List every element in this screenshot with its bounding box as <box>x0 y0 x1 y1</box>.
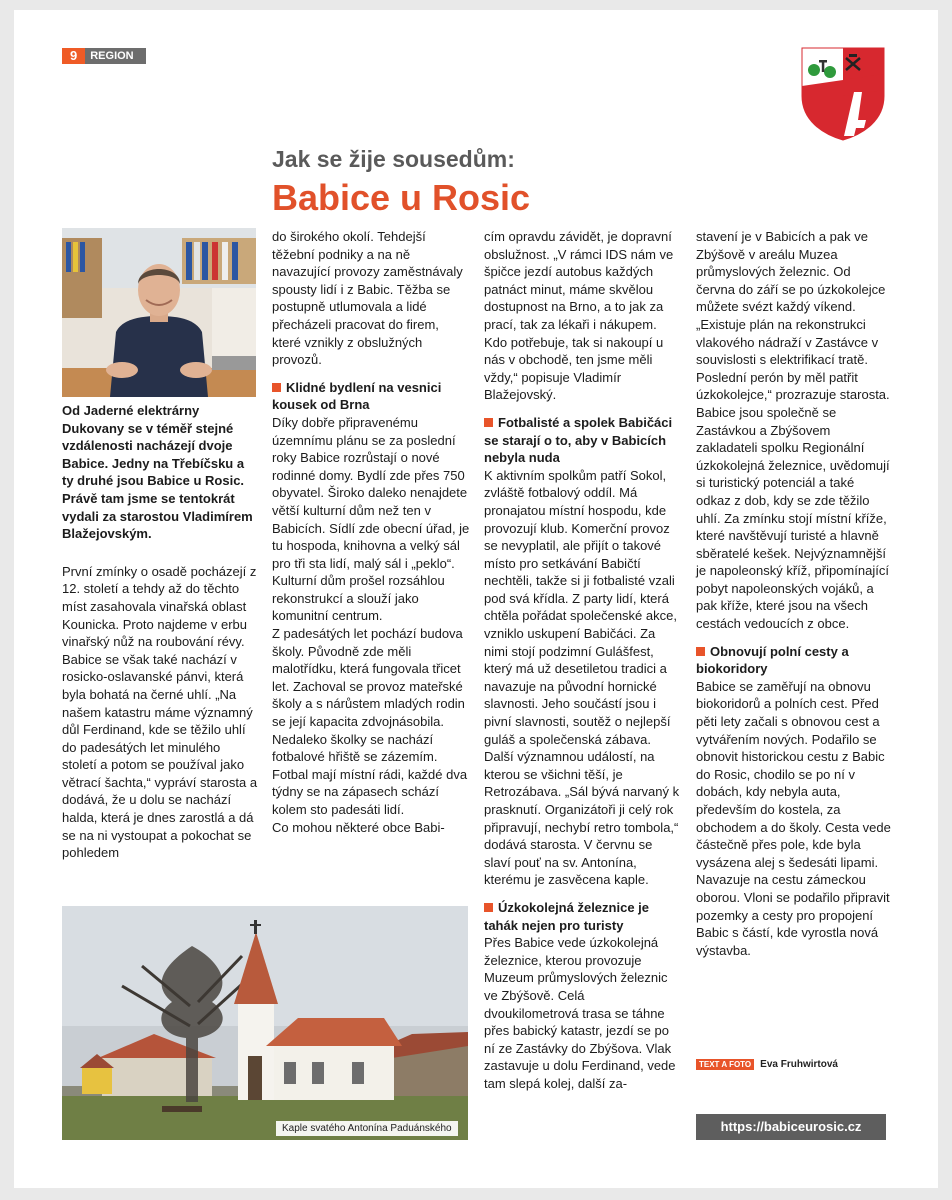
subheading <box>696 643 892 678</box>
paragraph: Z padesátých let pochází budova školy. Původně zde měli malotřídku, která fungovala třicet let. Zachoval se provoz mateřské školy a s nárůstem mladých rodin se její kapacita zdvojnásobila. Nedaleko školky se nachází fotbalové hřiště se zázemím. Fotbal mají místní rádi, každé dva týdny se na zápasech schází kolem sto padesáti lidí. <box>272 626 468 817</box>
orange-square-icon <box>696 647 705 656</box>
chapel-illustration <box>62 906 468 1140</box>
section-label: REGION <box>85 48 146 64</box>
article-credit <box>696 1059 838 1070</box>
paragraph: Co mohou některé obce Babi- <box>272 819 445 835</box>
paragraph: První zmínky o osadě pocházejí z 12. století a tehdy až do těchto míst zasahovala vinařská oblast Kounicka. Proto najdeme v erbu vinařský nůž na roubování révy. Babice se však také nachází v rosicko-oslavanské pánvi, která byla bohatá na černé uhlí. „Na našem katastru máme významný důl Ferdinand, kde se těžilo uhlí do padesátých let minulého století a potom se používal jako větrací šachta,“ vypráví starosta a dodává, že u dolu se nachází halda, která je dnes zarostlá a dá se na ni vystoupat a pokochat se pohledem <box>62 563 258 861</box>
credit-tag: TEXT A FOTO <box>696 1059 754 1070</box>
article-column-3 <box>484 228 680 1093</box>
orange-square-icon <box>484 903 493 912</box>
orange-square-icon <box>272 383 281 392</box>
paragraph: stavení je v Babicích a pak ve Zbýšově v areálu Muzea průmyslových železnic. Od června do září se po úzkokolejce můžete svézt každý víkend. „Existuje plán na rekonstrukci vlakového nádraží v Zastávce v souvislosti s elektrifikací tratě. Poslední perón by měl patřit úzkokolejce,“ prozrazuje starosta. Babice jsou společně se Zastávkou a Zbýšovem zakladateli spolku Regionální úzkokolejná železnice, uvědomují si turistický potenciál a také odkaz z dob, kdy se zde těžilo uhlí. Za zmínku stojí místní kříže, které navštěvují turisté a hlavně sběratelé kešek. Nejvýznamnější je napoleonský kříž, připomínající pobyt napoleonských vojáků, a pak kříže, které jsou na všech cestách vedoucích z obce. <box>696 229 890 632</box>
paragraph: K aktivním spolkům patří Sokol, zvláště fotbalový oddíl. Má pronajatou místní hospodu, kde provozují klub. Komerční provoz se nevyplatil, ale přijít o takové místo pro setkávání Babičtí nechtěli, takže si ji fotbalisté vzali pod svá křídla. Z party lidí, která chtěla pořádat společenské akce, vzniklo uskupení Babičáci. Za nimi stojí podzimní Gulášfest, který má už desetiletou tradici a navazuje na původní hornické slavnosti. Jeho součástí jsou i pivní slavnosti, soutěž o nejlepší guláš a společenská zábava. Další významnou událostí, na kterou se všichni těší, je Retrozábava. „Sál bývá narvaný k prasknutí. Organizátoři ji celý rok připravují, nechybí retro tombola,“ dodává starosta. V červnu se slaví pouť na sv. Antonína, kterému je zasvěcena kaple. <box>484 467 680 888</box>
subheading <box>484 899 680 934</box>
headline-line-2: Babice u Rosic <box>272 177 531 218</box>
subheading <box>484 414 680 467</box>
article-column-4 <box>696 228 892 959</box>
subheading-text: Klidné bydlení na vesnici kousek od Brna <box>272 379 442 413</box>
subheading-text: Obnovují polní cesty a biokoridory <box>696 643 849 677</box>
author-name: Eva Fruhwirtová <box>760 1059 838 1070</box>
paragraph: Díky dobře připravenému územnímu plánu se za poslední roky Babice rozrůstají o nové rodinné domy. Bydlí zde přes 750 obyvatel. Široko daleko nenajdete větší kulturní dům než ten v Babicích. Sídlí zde obecní úřad, je tu hospoda, knihovna a velký sál pro tři sta lidí, malý sál i „peklo“. Kulturní dům prošel rozsáhlou rekonstrukcí a slouží jako komunitní centrum. <box>272 414 470 624</box>
page-number: 9 <box>62 48 85 64</box>
subheading-text: Úzkokolejná železnice je tahák nejen pro turisty <box>484 899 650 933</box>
photo-caption: Kaple svatého Antonína Paduánského <box>276 1121 458 1136</box>
article-headline <box>272 144 692 220</box>
orange-square-icon <box>484 418 493 427</box>
article-column-2 <box>272 228 470 836</box>
article-column-1 <box>62 402 258 862</box>
paragraph: do širokého okolí. Tehdejší těžební podniky a na ně navazující provozy zaměstnávaly spousty lidí i z Babic. Těžba se postupně utlumovala a lidé přecházeli pracovat do firem, které vznikly z obslužných provozů. <box>272 229 463 368</box>
subheading <box>272 379 470 414</box>
headline-line-1: Jak se žije sousedům: <box>272 146 515 172</box>
section-header <box>62 48 146 64</box>
website-link[interactable]: https://babiceurosic.cz <box>696 1114 886 1140</box>
article-lead: Od Jaderné elektrárny Dukovany se v téměř stejné vzdálenosti nacházejí dvoje Babice. Jedny na Třebíčsku a ty druhé jsou Babice u Rosic. Právě tam jsme se tentokrát vydali za starostou Vladimírem Blažejovským. <box>62 403 253 542</box>
paragraph: cím opravdu závidět, je dopravní obslužnost. „V rámci IDS nám ve špičce jezdí autobus každých patnáct minut, máme skvělou dostupnost na Brno, a to jak za prací, tak za lékaři i nákupem. Kdo potřebuje, tak si nakoupí u nás v obchodě, ten jsme měli vždy,“ popisuje Vladimír Blažejovský. <box>484 229 674 403</box>
paragraph: Babice se zaměřují na obnovu biokoridorů a polních cest. Před pěti lety začali s obnovou cest a vytvářením nových. Podařilo se obnovit historickou cestu z Babic do Rosic, chodilo se po ní v dobách, kdy nebyla auta, především do kostela, za obchodem a do školy. Cesta vede částečně přes pole, kde byla vysázena alej s šedesáti lipami. Navazuje na cestu zámeckou oborou. Vloni se podařilo připravit pozemky a cesty pro propojení Babic s částí, kde vyrostla nová výstavba. <box>696 678 891 958</box>
subheading-text: Fotbalisté a spolek Babičáci se starají o to, aby v Babicích nebyla nuda <box>484 414 673 466</box>
paragraph: Přes Babice vede úzkokolejná železnice, kterou provozuje Muzeum průmyslových železnic ve Zbýšově. Celá dvoukilometrová trasa se táhne přes babický katastr, jezdí se po ní ze Zastávky do Zbýšova. Vlak zastavuje u dolu Ferdinand, vede tam slepá kolej, další za- <box>484 935 676 1091</box>
chapel-photo <box>62 906 468 1140</box>
magazine-page <box>14 10 938 1188</box>
babice-coat-of-arms-icon <box>800 46 886 142</box>
mayor-portrait-photo <box>62 228 256 397</box>
